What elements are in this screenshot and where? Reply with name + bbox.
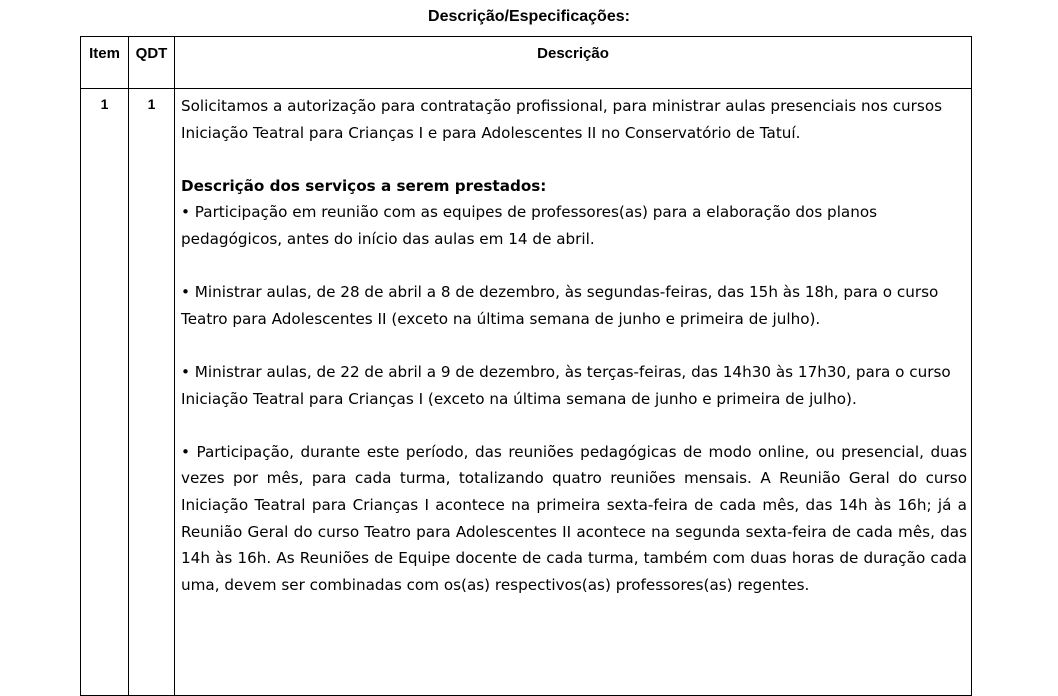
services-heading: Descrição dos serviços a serem prestados: xyxy=(181,176,547,195)
specification-table xyxy=(80,36,972,696)
bullet-children-classes: • Ministrar aulas, de 22 de abril a 9 de dezembro, às terças-feiras, das 14h30 às 17h30, para o curso Iniciação Teatral para Crianças I (exceto na última semana de junho e primeira de julho). xyxy=(181,362,951,408)
cell-item: 1 xyxy=(100,96,109,112)
header-descricao: Descrição xyxy=(537,45,609,62)
cell-qdt: 1 xyxy=(147,96,156,112)
column-divider xyxy=(174,37,175,695)
bullet-planning-meeting: • Participação em reunião com as equipes de professores(as) para a elaboração dos planos pedagógicos, antes do início das aulas em 14 de abril. xyxy=(181,203,878,248)
document-title: Descrição/Especificações: xyxy=(428,8,630,25)
column-divider xyxy=(128,37,129,695)
header-item: Item xyxy=(89,45,120,62)
header-qdt: QDT xyxy=(135,45,168,62)
intro-paragraph: Solicitamos a autorização para contratação profissional, para ministrar aulas presenciais nos cursos Iniciação Teatral para Crianças I e para Adolescentes II no Conservatório de Tatuí. xyxy=(181,97,943,142)
header-divider xyxy=(81,88,971,89)
bullet-pedagogical-meetings: • Participação, durante este período, das reuniões pedagógicas de modo online, ou presencial, duas vezes por mês, para cada turma, totalizando quatro reuniões mensais. A Reunião Geral do curso Iniciação Teatral para Crianças I acontece na primeira sexta-feira de cada mês, das 14h às 16h; já a Reunião Geral do curso Teatro para Adolescentes II acontece na segunda sexta-feira de cada mês, das 14h às 16h. As Reuniões de Equipe docente de cada turma, também com duas horas de duração cada uma, devem ser combinadas com os(as) respectivos(as) professores(as) regentes. xyxy=(181,442,967,594)
bullet-adolescents-classes: • Ministrar aulas, de 28 de abril a 8 de dezembro, às segundas-feiras, das 15h às 18h, para o curso Teatro para Adolescentes II (exceto na última semana de junho e primeira de julho). xyxy=(181,283,939,328)
cell-description xyxy=(181,93,967,625)
